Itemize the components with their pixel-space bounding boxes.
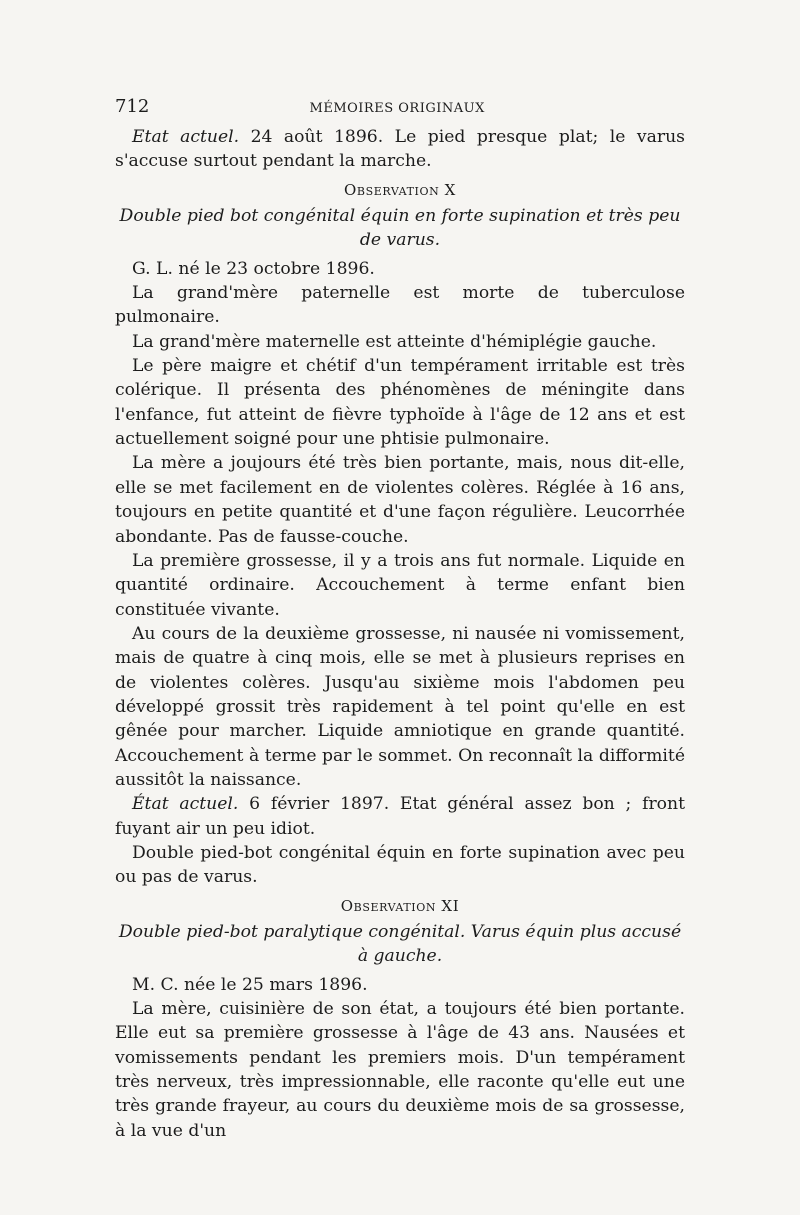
etat-label: État actuel. (132, 794, 239, 815)
observation-xi-subtitle: Double pied-bot paralytique congénital. Varus équin plus accusé à gauche. (118, 922, 682, 967)
page-number: 712 (115, 96, 150, 117)
observation-x-subtitle: Double pied bot congénital équin en forte supination et très peu de varus. (119, 206, 681, 251)
intro-text: 24 août 1896. Le pied presque plat; le varus s'accuse surtout pendant la marche. (115, 127, 685, 172)
paragraph: La grand'mère paternelle est morte de tuberculose pulmonaire. (115, 283, 685, 328)
paragraph: Le père maigre et chétif d'un tempérament irritable est très colérique. Il présenta des phénomènes de méningite dans l'enfance, fut atteint de fièvre typhoïde à l'âge de 12 ans et est actuellement soigné pour une phtisie pulmonaire. (115, 356, 685, 450)
page-text (115, 95, 685, 1143)
etat-text: 6 février 1897. Etat général assez bon ; front fuyant air un peu idiot. (115, 794, 685, 839)
observation-xi-title: Observation XI (340, 896, 460, 915)
paragraph: La mère a joujours été très bien portante, mais, nous dit-elle, elle se met facilement en de violentes colères. Réglée à 16 ans, toujours en petite quantité et d'une façon régulière. Leucorrhée abondante. Pas de fausse-couche. (115, 453, 685, 547)
observation-x-title: Observation X (344, 180, 456, 199)
page-header (115, 95, 685, 123)
paragraph: G. L. né le 23 octobre 1896. (132, 258, 375, 279)
etat-actuel-label: Etat actuel. (132, 127, 240, 147)
paragraph: M. C. née le 25 mars 1896. (132, 974, 368, 995)
paragraph: La mère, cuisinière de son état, a toujours été bien portante. Elle eut sa première grossesse à l'âge de 43 ans. Nausées et vomissements pendant les premiers mois. D'un tempérament très nerveux, très impressionnable, elle raconte qu'elle eut une très grande frayeur, au cours du deuxième mois de sa grossesse, à la vue d'un (115, 999, 685, 1141)
paragraph: Double pied-bot congénital équin en forte supination avec peu ou pas de varus. (115, 842, 685, 888)
paragraph: La première grossesse, il y a trois ans fut normale. Liquide en quantité ordinaire. Accouchement à terme enfant bien constituée vivante. (115, 550, 685, 620)
etat-paragraph (115, 792, 685, 841)
paragraph: Au cours de la deuxième grossesse, ni nausée ni vomissement, mais de quatre à cinq mois, elle se met à plusieurs reprises en de violentes colères. Jusqu'au sixième mois l'abdomen peu développé grossit très rapidement à tel point qu'elle en est gênée pour marcher. Liquide amniotique en grande quantité. Accouchement à terme par le sommet. On reconnaît la difformité aussitôt la naissance. (115, 623, 685, 790)
running-head: MÉMOIRES ORIGINAUX (309, 101, 485, 116)
paragraph: La grand'mère maternelle est atteinte d'hémiplégie gauche. (132, 331, 657, 352)
intro-paragraph (115, 125, 685, 174)
